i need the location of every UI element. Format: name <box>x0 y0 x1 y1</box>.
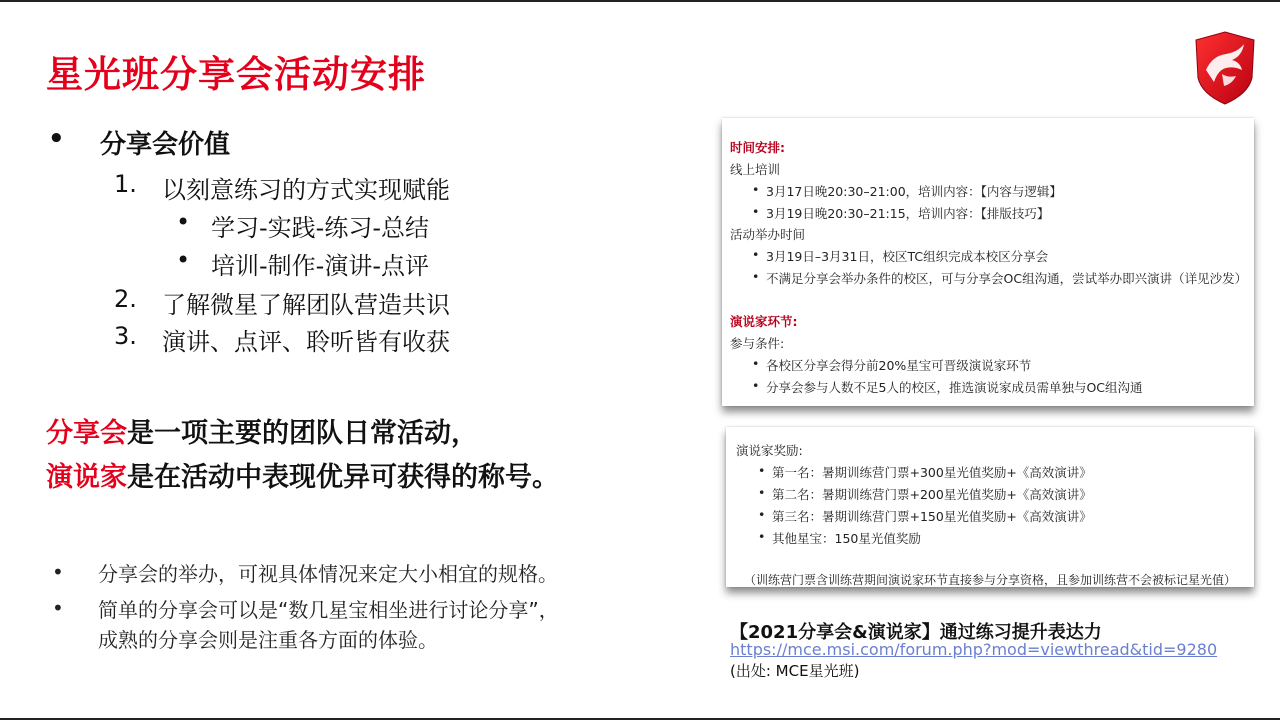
reward-footnote: （训练营门票含训练营期间演说家环节直接参与分享资格，且参加训练营不会被标记星光值） <box>744 573 1237 587</box>
bullet-dot: • <box>752 269 760 284</box>
statement-line-1 <box>46 412 559 456</box>
source-origin: (出处: MCE星光班) <box>730 662 860 680</box>
source-title: 【2021分享会&演说家】通过练习提升表达力 <box>730 622 1102 643</box>
condition-item-text: 各校区分享会得分前20%星宝可晋级演说家环节 <box>766 358 1032 373</box>
online-training-label: 线上培训 <box>730 162 781 177</box>
item-number: 3. <box>114 322 137 350</box>
statement-line-2 <box>46 456 559 500</box>
key-statement <box>46 412 559 500</box>
bullet-dot: • <box>752 204 760 219</box>
bullet-dot: • <box>758 463 766 478</box>
sub-item-text: 培训-制作-演讲-点评 <box>211 252 429 280</box>
event-time-label: 活动举办时间 <box>730 227 806 242</box>
bullet-dot: • <box>758 485 766 500</box>
msi-dragon-logo-icon <box>1192 30 1258 106</box>
source-link[interactable]: https://mce.msi.com/forum.php?mod=viewthread&tid=9280 <box>730 640 1218 659</box>
item-text: 演讲、点评、聆听皆有收获 <box>162 328 450 356</box>
bullet-dot: • <box>758 507 766 522</box>
bullet-dot: • <box>758 529 766 544</box>
note-text-continued: 成熟的分享会则是注重各方面的体验。 <box>98 628 438 652</box>
value-heading-bullet <box>48 124 568 158</box>
condition-label: 参与条件: <box>730 336 785 351</box>
item-number: 2. <box>114 285 137 313</box>
condition-item-text: 分享会参与人数不足5人的校区，推选演说家成员需单独与OC组沟通 <box>766 380 1143 395</box>
event-item-text: 3月19日–3月31日，校区TC组织完成本校区分享会 <box>766 249 1049 264</box>
statement-text: 是一项主要的团队日常活动， <box>127 418 478 449</box>
item-number: 1. <box>114 170 137 198</box>
online-item-text: 3月17日晚20:30–21:00，培训内容：【内容与逻辑】 <box>766 184 1062 199</box>
reward-item-text: 其他星宝：150星光值奖励 <box>772 531 921 546</box>
bullet-dot: • <box>752 182 760 197</box>
reward-item-text: 第二名：暑期训练营门票+200星光值奖励+《高效演讲》 <box>772 487 1092 502</box>
statement-keyword-speaker: 演说家 <box>46 462 127 493</box>
event-item-text: 不满足分享会举办条件的校区，可与分享会OC组沟通，尝试举办即兴演讲（详见沙发） <box>766 271 1248 286</box>
bullet-dot: • <box>176 208 191 236</box>
value-heading: 分享会价值 <box>100 130 231 160</box>
bullet-dot: • <box>752 247 760 262</box>
note-text: 简单的分享会可以是“数几星宝相坐进行讨论分享”， <box>98 598 559 622</box>
bullet-dot: • <box>52 596 64 620</box>
reward-card <box>726 427 1254 587</box>
reward-label: 演说家奖励: <box>736 443 803 458</box>
statement-keyword-share: 分享会 <box>46 418 127 449</box>
bullet-dot: • <box>48 124 65 154</box>
reward-item-text: 第三名：暑期训练营门票+150星光值奖励+《高效演讲》 <box>772 509 1092 524</box>
bullet-dot: • <box>176 246 191 274</box>
sub-item-text: 学习-实践-练习-总结 <box>211 214 429 242</box>
slide-title: 星光班分享会活动安排 <box>46 53 426 96</box>
reward-item-text: 第一名：暑期训练营门票+300星光值奖励+《高效演讲》 <box>772 465 1092 480</box>
bullet-dot: • <box>752 378 760 393</box>
online-item-text: 3月19日晚20:30–21:15，培训内容：【排版技巧】 <box>766 206 1050 221</box>
item-text: 以刻意练习的方式实现赋能 <box>162 176 450 204</box>
schedule-card <box>722 118 1254 406</box>
speaker-heading: 演说家环节: <box>730 314 798 329</box>
statement-text: 是在活动中表现优异可获得的称号。 <box>127 462 559 493</box>
bullet-dot: • <box>752 356 760 371</box>
bullet-dot: • <box>52 560 64 584</box>
schedule-heading: 时间安排: <box>730 140 785 155</box>
item-text: 了解微星了解团队营造共识 <box>162 291 450 319</box>
note-text: 分享会的举办，可视具体情况来定大小相宜的规格。 <box>98 562 558 586</box>
